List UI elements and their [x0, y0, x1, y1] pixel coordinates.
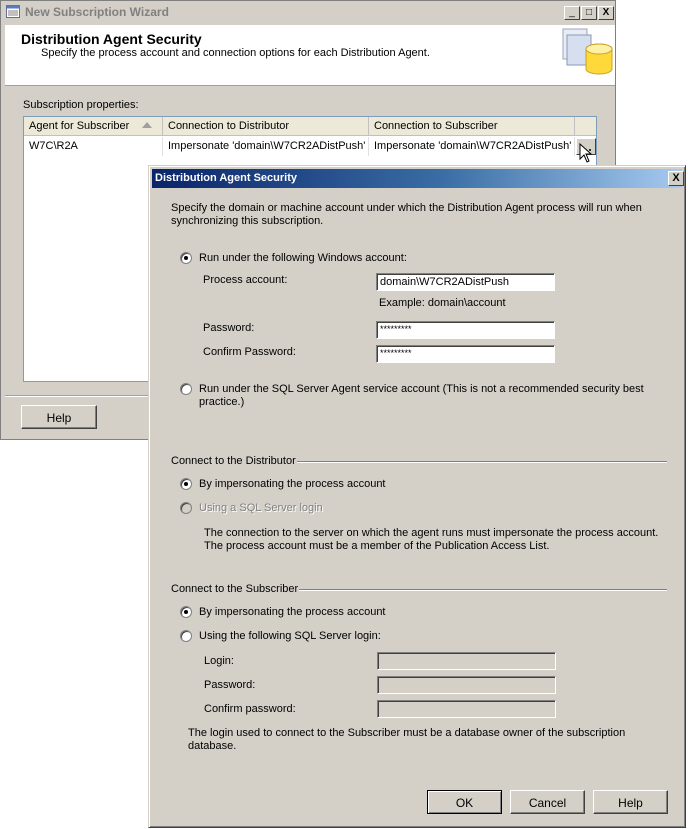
distributor-note-2: The process account must be a member of the Publication Access List. [204, 540, 550, 552]
subscriber-note-2: database. [188, 740, 237, 752]
dist-sql-login-label: Using a SQL Server login [199, 502, 323, 514]
wizard-subheading: Specify the process account and connection options for each Distribution Agent. [41, 47, 430, 59]
sub-impersonate-radio[interactable] [180, 606, 192, 618]
close-icon: X [602, 7, 610, 18]
dialog-title: Distribution Agent Security [155, 172, 297, 184]
sub-password-label: Password: [204, 679, 256, 691]
subscriber-group-label: Connect to the Subscriber [171, 583, 299, 595]
dist-impersonate-radio[interactable] [180, 478, 192, 490]
process-account-input[interactable]: domain\W7CR2ADistPush [376, 273, 555, 291]
column-header-subscriber[interactable] [369, 117, 575, 136]
dialog-title-bar [152, 169, 682, 188]
sub-password-input[interactable] [377, 676, 556, 694]
example-hint: Example: domain\account [379, 297, 506, 309]
dialog-help-button[interactable]: Help [593, 790, 668, 814]
database-icon [553, 25, 615, 85]
subscription-properties-label: Subscription properties: [23, 99, 139, 111]
wizard-help-button[interactable]: Help [21, 405, 97, 429]
wizard-heading: Distribution Agent Security [21, 31, 202, 47]
distributor-group-divider [297, 461, 667, 463]
sub-sql-login-label[interactable]: Using the following SQL Server login: [199, 630, 381, 642]
distributor-group-label: Connect to the Distributor [171, 455, 296, 467]
run-windows-account-radio[interactable] [180, 252, 192, 264]
run-windows-account-label[interactable]: Run under the following Windows account: [199, 252, 407, 264]
intro-text-1: Specify the domain or machine account under which the Distribution Agent process will run when [171, 202, 642, 214]
cell-subscriber-connection: Impersonate 'domain\W7CR2ADistPush' [369, 137, 575, 156]
password-input[interactable]: ********* [376, 321, 555, 339]
cancel-button[interactable]: Cancel [510, 790, 585, 814]
column-header-label: Agent for Subscriber [29, 120, 130, 132]
column-header-label: Connection to Distributor [168, 120, 290, 132]
dist-sql-login-radio[interactable] [180, 502, 192, 514]
process-account-label: Process account: [203, 274, 288, 286]
column-header-label: Connection to Subscriber [374, 120, 498, 132]
sort-ascending-icon [142, 122, 152, 129]
wizard-app-icon [6, 5, 20, 18]
security-dialog [148, 165, 686, 828]
dialog-close-button[interactable] [668, 171, 684, 186]
run-sql-agent-label-2: practice.) [199, 396, 245, 408]
intro-text-2: synchronizing this subscription. [171, 215, 324, 227]
sub-impersonate-label[interactable]: By impersonating the process account [199, 606, 386, 618]
wizard-title-bar [1, 1, 615, 23]
wizard-close-button[interactable] [598, 6, 614, 20]
login-input[interactable] [377, 652, 556, 670]
column-header-distributor[interactable] [163, 117, 369, 136]
column-header-agent[interactable] [24, 117, 163, 136]
subscriber-note-1: The login used to connect to the Subscriber must be a database owner of the subscription [188, 727, 626, 739]
distributor-note-1: The connection to the server on which the agent runs must impersonate the process account. [204, 527, 659, 539]
sub-confirm-password-input[interactable] [377, 700, 556, 718]
run-sql-agent-label-1[interactable]: Run under the SQL Server Agent service account (This is not a recommended security best [199, 383, 644, 395]
dist-impersonate-label[interactable]: By impersonating the process account [199, 478, 386, 490]
maximize-icon: □ [585, 7, 593, 18]
login-label: Login: [204, 655, 234, 667]
cell-agent: W7C\R2A [24, 137, 163, 156]
wizard-title: New Subscription Wizard [25, 5, 169, 19]
column-header-filler [575, 117, 596, 136]
sub-confirm-password-label: Confirm password: [204, 703, 296, 715]
password-label: Password: [203, 322, 255, 334]
minimize-button[interactable] [564, 6, 580, 20]
minimize-icon: _ [569, 7, 575, 18]
subscriber-group-divider [299, 589, 667, 591]
cell-distributor-connection: Impersonate 'domain\W7CR2ADistPush' [163, 137, 369, 156]
sub-sql-login-radio[interactable] [180, 630, 192, 642]
ok-button[interactable]: OK [427, 790, 502, 814]
mouse-cursor-icon [579, 143, 593, 163]
close-icon: X [672, 172, 680, 184]
run-sql-agent-radio[interactable] [180, 383, 192, 395]
maximize-button[interactable] [581, 6, 597, 20]
wizard-header [5, 25, 615, 86]
confirm-password-input[interactable]: ********* [376, 345, 555, 363]
confirm-password-label: Confirm Password: [203, 346, 296, 358]
